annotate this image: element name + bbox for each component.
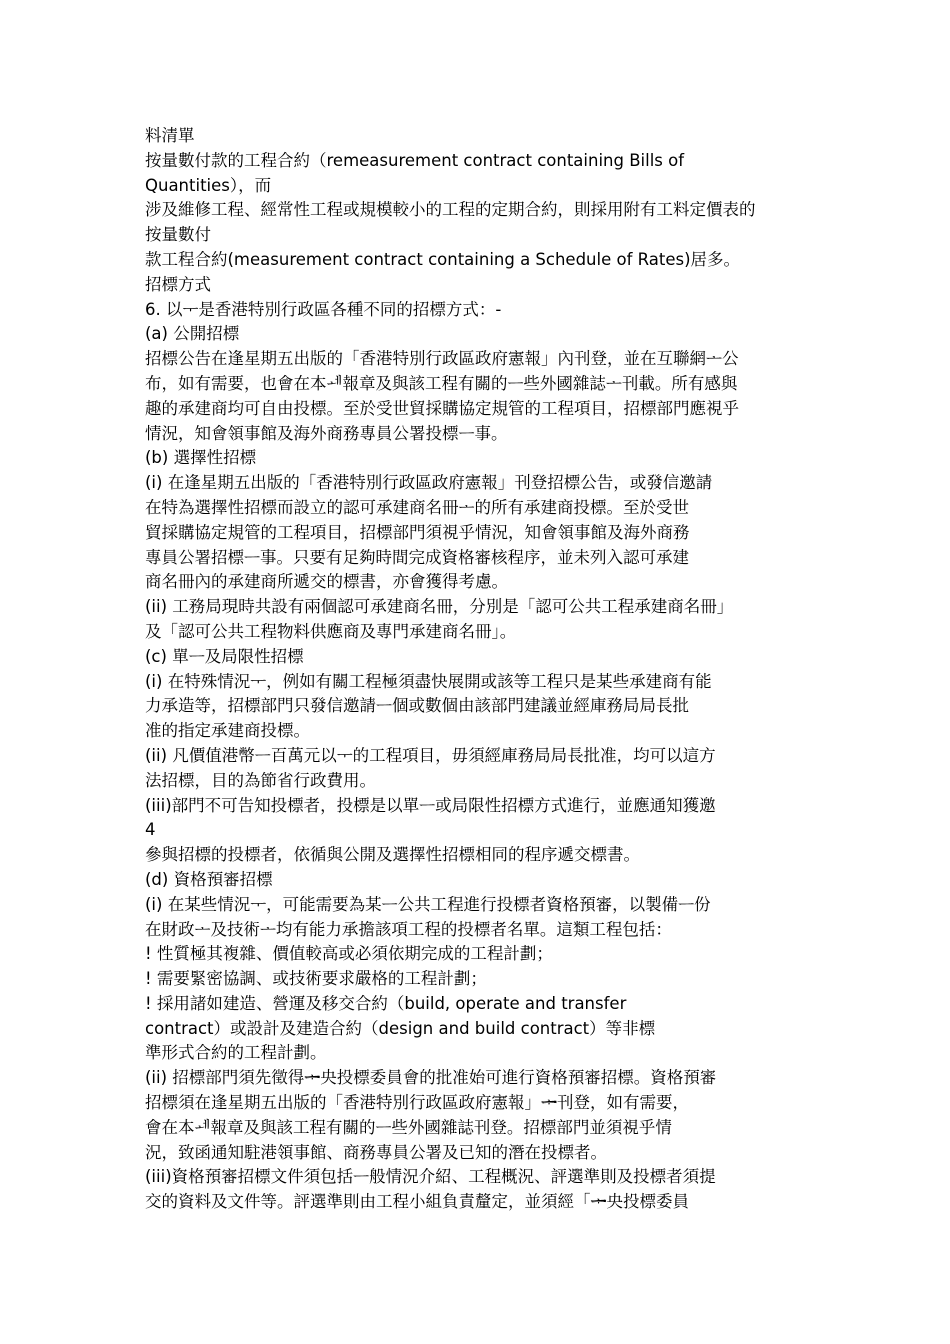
text-line: (d) 資格預審招標 [145,869,273,889]
text-line: 參與招標的投標者，依循與公開及選擇性招標相同的程序遞交標書。 [145,845,640,865]
text-line: 況，致函通知駐港領事館、商務專員公署及已知的潛在投標者。 [145,1142,607,1162]
text-line: 料清單 [145,126,195,145]
text-line: (ii) 工務局現時共設有兩個認可承建商名冊，分別是「認可公共工程承建商名冊」 [145,597,734,617]
text-line: 趣的承建商均可自由投標。至於受世貿採購協定規管的工程項目，招標部門應視乎 [145,398,739,418]
text-line: 招標須在逢星期五出版的「香港特別行政區政府憲報」ᆃ刊登，如有需要， [145,1093,689,1113]
text-line: 商名冊內的承建商所遞交的標書，亦會獲得考慮。 [145,572,508,592]
text-line: 會在本ᆀ報章及與該工程有關的ᅳ些外國雜誌刊登。招標部門並須視乎情 [145,1117,672,1137]
text-line: 情況，知會領事館及海外商務專員公署投標ᅳ事。 [145,423,508,443]
text-line: (ii) 凡價值港幣ᅳ百萬元以ᅮ的工程項目，毋須經庫務局局長批准，均可以這方 [145,745,716,765]
text-line: (ii) 招標部門須先徵得ᆃ央投標委員會的批准始可進行資格預審招標。資格預審 [145,1068,717,1088]
text-line: 4 [145,820,156,840]
text-line: 涉及維修工程、經常性工程或規模較小的工程的定期合約，則採用附有工料定價表的 [145,200,756,220]
text-line: 力承造等，招標部門只發信邀請ᅳ個或數個由該部門建議並經庫務局局長批 [145,696,689,716]
text-line: contract）或設計及建造合約（design and build contract）等非標 [145,1018,656,1038]
text-line: Quantities），而 [145,175,272,195]
text-line: 交的資料及文件等。評選準則由工程小組負責釐定，並須經「ᆃ央投標委員 [145,1192,689,1212]
text-line: (b) 選擇性招標 [145,448,257,468]
text-line: (i) 在某些情況ᅮ，可能需要為某ᅳ公共工程進行投標者資格預審，以製備ᅳ份 [145,894,711,914]
text-line: 法招標，目的為節省行政費用。 [145,770,376,790]
text-line: 准的指定承建商投標。 [145,721,310,741]
text-line: 款工程合約(measurement contract containing a Schedule of Rates)居多。 [145,249,741,269]
text-line: 在財政ᅩ及技術ᅩ均有能力承擔該項工程的投標者名單。這類工程包括： [145,919,672,939]
text-line: 按量數付款的工程合約（remeasurement contract containing Bills of [145,150,685,170]
text-line: 準形式合約的工程計劃。 [145,1043,327,1063]
text-line: ! 採用諸如建造、營運及移交合約（build, operate and transfer [145,993,627,1013]
text-line: 6. 以ᅮ是香港特別行政區各種不同的招標方式：- [145,299,502,319]
text-line: 按量數付 [145,225,211,245]
text-line: ! 需要緊密協調、或技術要求嚴格的工程計劃； [145,969,487,989]
text-line: (iii)資格預審招標文件須包括ᅳ般情況介紹、工程概況、評選準則及投標者須提 [145,1167,716,1187]
text-line: 招標方式 [145,274,211,294]
text-line: (iii)部門不可告知投標者，投標是以單ᅳ或局限性招標方式進行，並應通知獲邀 [145,795,716,815]
text-line: (i) 在逢星期五出版的「香港特別行政區政府憲報」刊登招標公告，或發信邀請 [145,473,713,493]
text-line: 專員公署招標ᅳ事。只要有足夠時間完成資格審核程序，並未列入認可承建 [145,547,689,567]
text-line: 招標公告在逢星期五出版的「香港特別行政區政府憲報」內刊登，並在互聯網ᅩ公 [145,349,739,369]
text-line: 在特為選擇性招標而設立的認可承建商名冊ᅩ的所有承建商投標。至於受世 [145,497,689,517]
text-line: (a) 公開招標 [145,324,240,344]
text-line: 及「認可公共工程物料供應商及專門承建商名冊」。 [145,621,517,641]
document-body [145,124,845,1215]
text-line: ! 性質極其複雜、價值較高或必須依期完成的工程計劃； [145,944,553,964]
text-line: (i) 在特殊情況ᅮ，例如有關工程極須盡快展開或該等工程只是某些承建商有能 [145,671,712,691]
text-line: (c) 單ᅳ及局限性招標 [145,646,304,666]
text-line: 貿採購協定規管的工程項目，招標部門須視乎情況，知會領事館及海外商務 [145,522,690,542]
text-line: 布，如有需要，也會在本ᆀ報章及與該工程有關的ᅳ些外國雜誌ᅩ刊載。所有感與 [145,373,738,393]
